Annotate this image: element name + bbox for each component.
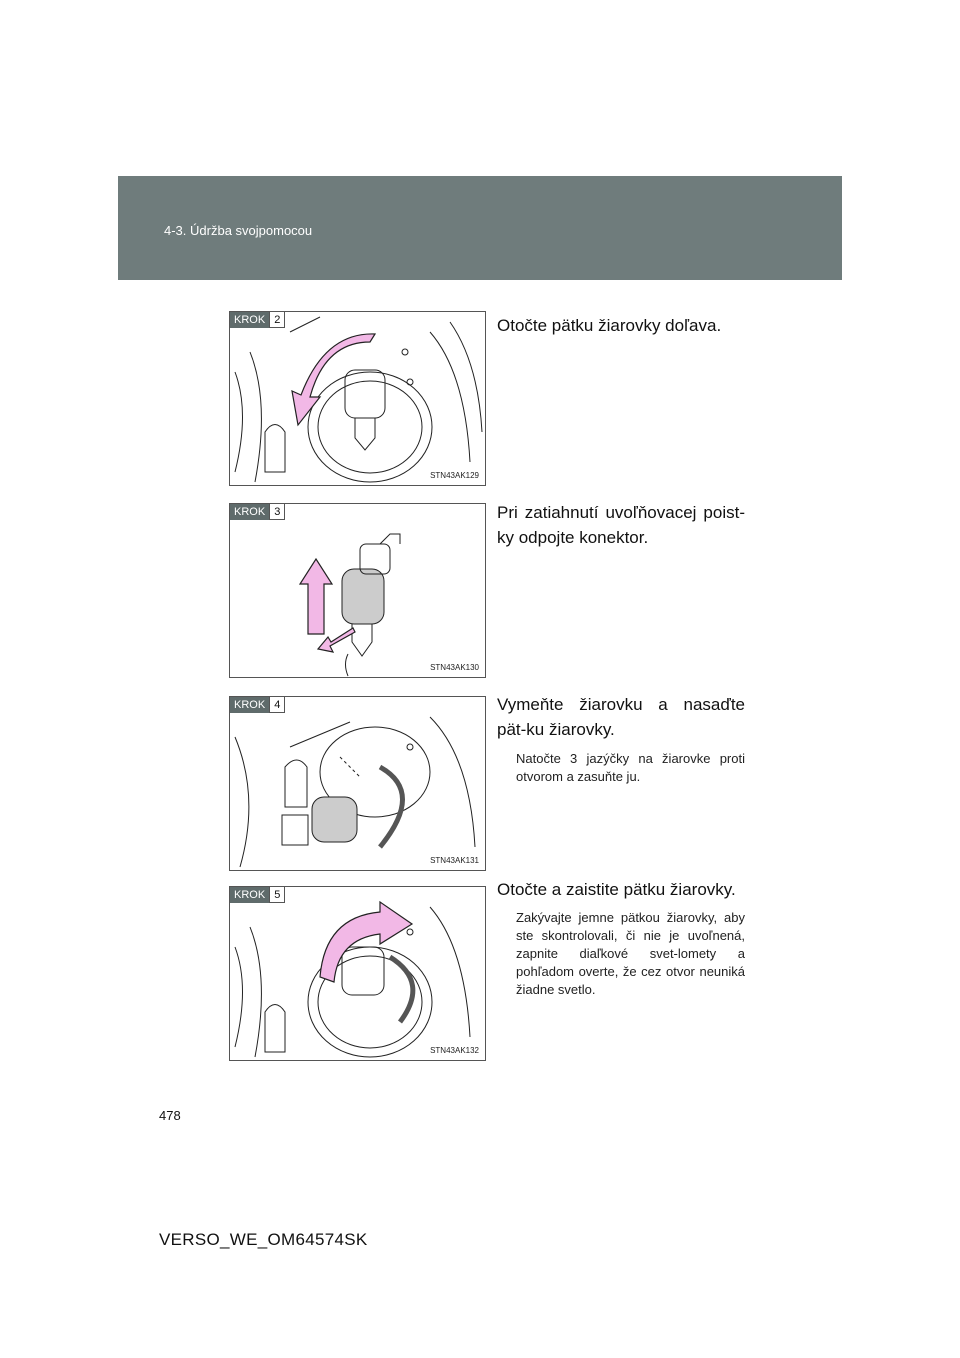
step-badge: KROK 5 [230, 887, 285, 903]
figure-step-2 [229, 311, 486, 486]
bulb-lock-illustration [230, 887, 485, 1060]
figure-code: STN43AK129 [430, 471, 479, 480]
figure-code: STN43AK131 [430, 856, 479, 865]
rotate-left-arrow [292, 334, 375, 425]
figure-step-3 [229, 503, 486, 678]
section-title: 4-3. Údržba svojpomocou [164, 223, 313, 238]
page-number: 478 [159, 1108, 181, 1123]
figure-step-4 [229, 696, 486, 871]
rotate-right-arrow [320, 902, 412, 982]
step-badge: KROK 3 [230, 504, 285, 520]
step-3-text: Pri zatiahnutí uvoľňovacej poist-ky odpojte konektor. [497, 503, 745, 547]
figure-code: STN43AK132 [430, 1046, 479, 1055]
document-code: VERSO_WE_OM64574SK [159, 1230, 368, 1249]
figure-step-5 [229, 886, 486, 1061]
step-5-note: Zakývajte jemne pätkou žiarovky, aby ste skontrolovali, či nie je uvoľnená, zapnite diaľkové svet-lomety a pohľadom overte, že cez otvor neuniká žiadne svetlo. [516, 910, 745, 997]
step-5-text: Otočte a zaistite pätku žiarovky. [497, 880, 736, 899]
connector-illustration [230, 504, 485, 677]
step-4-note: Natočte 3 jazýčky na žiarovke proti otvorom a zasuňte ju. [516, 751, 745, 784]
step-4-text: Vymeňte žiarovku a nasaďte pät-ku žiarovky. [497, 695, 745, 739]
headlight-illustration [230, 312, 485, 485]
figure-code: STN43AK130 [430, 663, 479, 672]
step-badge: KROK 4 [230, 697, 285, 713]
pull-up-arrow [300, 559, 332, 634]
step-badge: KROK 2 [230, 312, 285, 328]
step-2-text: Otočte pätku žiarovky doľava. [497, 316, 722, 335]
bulb-replacement-illustration [230, 697, 485, 870]
